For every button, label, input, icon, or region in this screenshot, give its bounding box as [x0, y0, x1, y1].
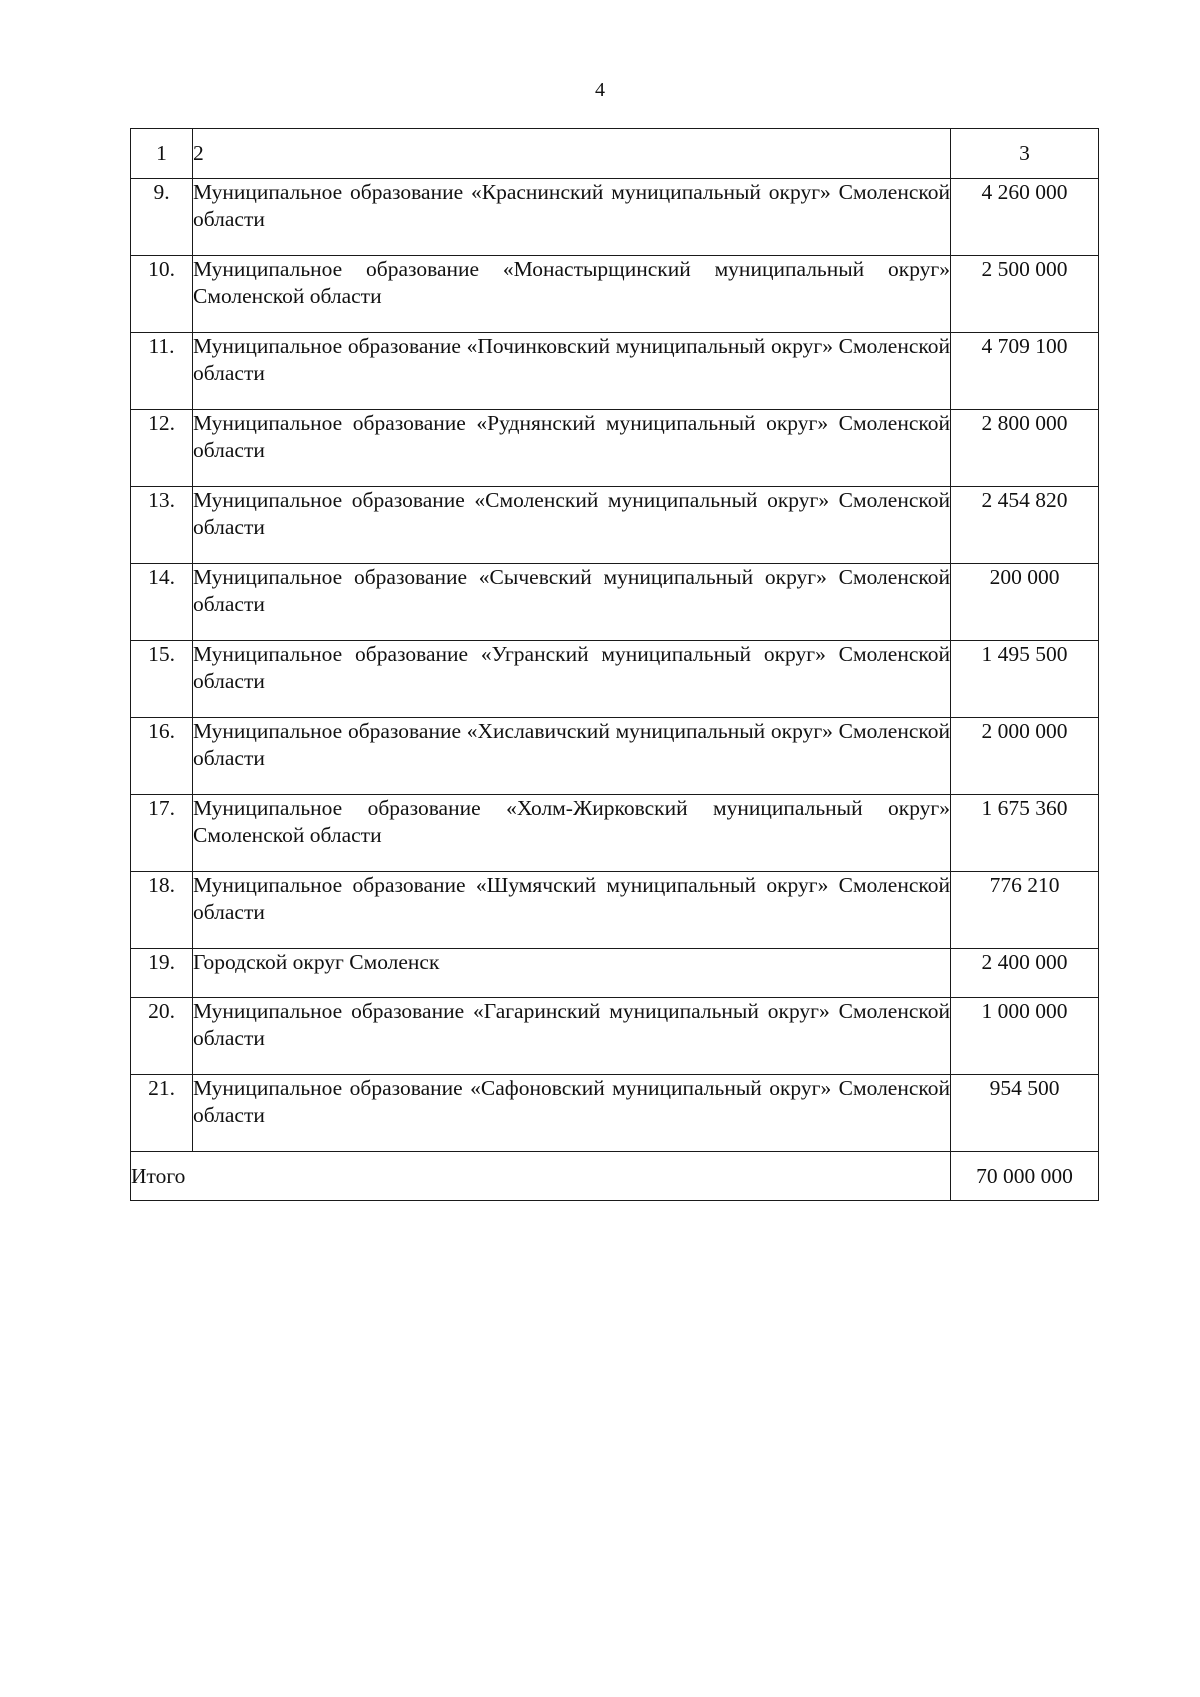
allocation-amount: 1 495 500 — [951, 641, 1099, 718]
table-row — [131, 564, 1099, 641]
municipality-name: Муниципальное образование «Сычевский муниципальный округ» Смоленской области — [193, 564, 951, 641]
municipality-name: Муниципальное образование «Краснинский муниципальный округ» Смоленской области — [193, 179, 951, 256]
municipality-name: Муниципальное образование «Руднянский муниципальный округ» Смоленской области — [193, 410, 951, 487]
municipality-name: Муниципальное образование «Шумячский муниципальный округ» Смоленской области — [193, 872, 951, 949]
allocation-table — [130, 128, 1099, 1201]
table-row — [131, 1075, 1099, 1152]
municipality-name: Муниципальное образование «Смоленский муниципальный округ» Смоленской области — [193, 487, 951, 564]
table-row — [131, 333, 1099, 410]
allocation-amount: 1 000 000 — [951, 998, 1099, 1075]
row-number: 17. — [131, 795, 193, 872]
table-row — [131, 256, 1099, 333]
table-row — [131, 487, 1099, 564]
row-number: 11. — [131, 333, 193, 410]
allocation-amount: 954 500 — [951, 1075, 1099, 1152]
table-row — [131, 872, 1099, 949]
allocation-amount: 2 400 000 — [951, 949, 1099, 998]
column-number-3: 3 — [951, 129, 1099, 179]
allocation-amount: 2 500 000 — [951, 256, 1099, 333]
municipality-name: Муниципальное образование «Сафоновский муниципальный округ» Смоленской области — [193, 1075, 951, 1152]
column-number-2: 2 — [193, 129, 951, 179]
column-number-1: 1 — [131, 129, 193, 179]
allocation-amount: 2 000 000 — [951, 718, 1099, 795]
municipality-name: Муниципальное образование «Починковский муниципальный округ» Смоленской области — [193, 333, 951, 410]
municipality-name: Муниципальное образование «Угранский муниципальный округ» Смоленской области — [193, 641, 951, 718]
municipality-name: Муниципальное образование «Гагаринский муниципальный округ» Смоленской области — [193, 998, 951, 1075]
table-row — [131, 949, 1099, 998]
page-number: 4 — [595, 79, 605, 101]
row-number: 18. — [131, 872, 193, 949]
table-row — [131, 718, 1099, 795]
municipality-name: Муниципальное образование «Холм-Жирковский муниципальный округ» Смоленской области — [193, 795, 951, 872]
row-number: 13. — [131, 487, 193, 564]
total-label: Итого — [131, 1152, 951, 1201]
table-row — [131, 410, 1099, 487]
row-number: 10. — [131, 256, 193, 333]
allocation-amount: 776 210 — [951, 872, 1099, 949]
municipality-name: Городской округ Смоленск — [193, 949, 951, 998]
table-row — [131, 641, 1099, 718]
table-row — [131, 179, 1099, 256]
row-number: 14. — [131, 564, 193, 641]
allocation-amount: 2 454 820 — [951, 487, 1099, 564]
row-number: 16. — [131, 718, 193, 795]
allocation-amount: 1 675 360 — [951, 795, 1099, 872]
row-number: 21. — [131, 1075, 193, 1152]
allocation-amount: 4 709 100 — [951, 333, 1099, 410]
allocation-amount: 2 800 000 — [951, 410, 1099, 487]
row-number: 19. — [131, 949, 193, 998]
table-row — [131, 795, 1099, 872]
table-row — [131, 998, 1099, 1075]
allocation-amount: 200 000 — [951, 564, 1099, 641]
total-row — [131, 1152, 1099, 1201]
row-number: 20. — [131, 998, 193, 1075]
column-number-row — [131, 129, 1099, 179]
row-number: 9. — [131, 179, 193, 256]
row-number: 15. — [131, 641, 193, 718]
municipality-name: Муниципальное образование «Монастырщинский муниципальный округ» Смоленской области — [193, 256, 951, 333]
row-number: 12. — [131, 410, 193, 487]
total-amount: 70 000 000 — [951, 1152, 1099, 1201]
municipality-name: Муниципальное образование «Хиславичский муниципальный округ» Смоленской области — [193, 718, 951, 795]
allocation-amount: 4 260 000 — [951, 179, 1099, 256]
